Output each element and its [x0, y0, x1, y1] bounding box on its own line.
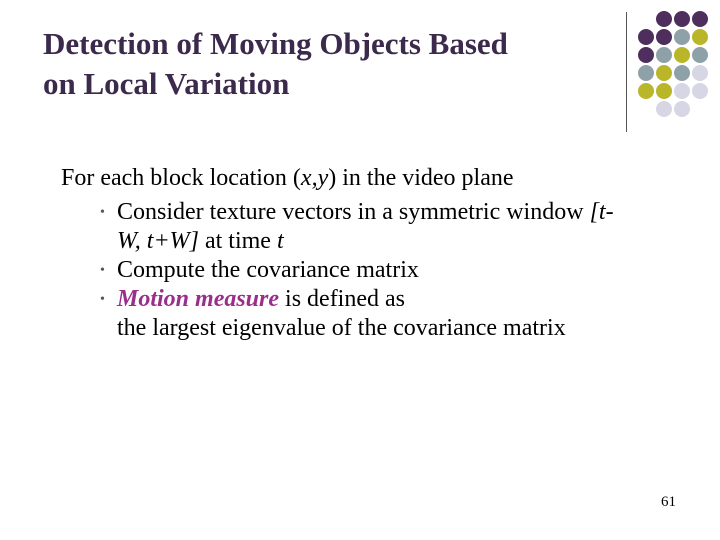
decorative-dot: [638, 47, 654, 63]
decorative-dot: [692, 29, 708, 45]
decorative-dot: [638, 65, 654, 81]
slide-title: [43, 24, 613, 104]
decorative-dot: [656, 29, 672, 45]
decorative-dot: [692, 11, 708, 27]
decorative-dot: [674, 83, 690, 99]
decorative-dot: [692, 65, 708, 81]
bullet-item-texture-vectors: [100, 198, 670, 256]
decorative-dot: [674, 65, 690, 81]
decorative-dot: [656, 65, 672, 81]
title-line-2: on Local Variation: [43, 66, 290, 101]
bullet-1-line1-italic: [t-: [589, 199, 614, 225]
bullet-1-line2-end: t: [276, 228, 284, 254]
bullet-1-line2-text: at time: [198, 228, 277, 254]
decorative-dot: [692, 47, 708, 63]
decorative-dot: [656, 83, 672, 99]
main-point: [61, 162, 514, 194]
bullet-1-line1-text: Consider texture vectors in a symmetric window: [117, 199, 590, 225]
decorative-dot: [638, 29, 654, 45]
decorative-dot: [656, 11, 672, 27]
bullet-item-covariance: [100, 256, 670, 285]
decorative-dot: [656, 47, 672, 63]
bullet-dot-icon: •: [100, 263, 105, 278]
bullet-dot-icon: •: [100, 205, 105, 220]
decorative-dot: [674, 47, 690, 63]
bullet-3-line2: the largest eigenvalue of the covariance matrix: [117, 315, 566, 341]
decorative-dot: [692, 83, 708, 99]
main-point-coords: x,y: [300, 165, 329, 191]
bullet-1-line2-italic: W, t+W]: [117, 228, 199, 254]
title-line-1: Detection of Moving Objects Based: [43, 26, 508, 61]
motion-measure-term: Motion measure: [117, 286, 280, 312]
main-point-suffix: ) in the video plane: [328, 165, 514, 191]
bullet-list: [100, 198, 670, 343]
bullet-dot-icon: •: [100, 292, 105, 307]
decorative-dot: [638, 83, 654, 99]
bullet-item-motion-measure: [100, 285, 670, 343]
decorative-dot: [674, 11, 690, 27]
main-point-prefix: For each block location (: [61, 165, 301, 191]
bullet-2-text: Compute the covariance matrix: [117, 257, 419, 283]
bullet-3-line1-rest: is defined as: [279, 286, 405, 312]
page-number: 61: [661, 494, 676, 510]
decorative-dot: [674, 29, 690, 45]
header-divider: [626, 12, 627, 132]
decorative-dot: [656, 101, 672, 117]
decorative-dot: [674, 101, 690, 117]
